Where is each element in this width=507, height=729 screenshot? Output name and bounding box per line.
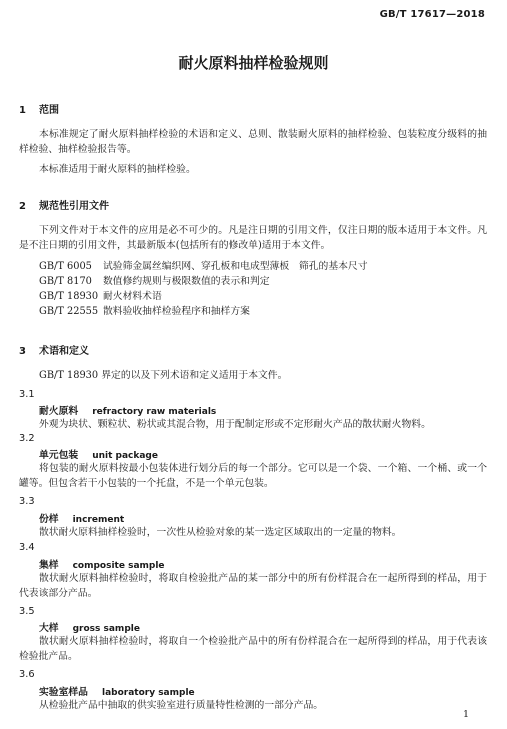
term-zh: 集样 [39,560,59,571]
term-number: 3.2 [19,433,35,444]
term-en: unit package [92,451,158,461]
term-heading [39,447,158,461]
term-zh: 份样 [39,514,59,525]
section-number: 2 [19,201,26,212]
term-heading [39,557,165,571]
term-zh: 大样 [39,623,59,634]
term-zh: 实验室样品 [39,687,88,698]
reference-item [39,259,368,274]
section-3-heading [19,342,89,357]
scope-paragraph-2: 本标准适用于耐火原料的抽样检验。 [39,164,196,175]
reference-title: 数值修约规则与极限数值的表示和判定 [103,276,270,287]
reference-code: GB/T 22555 [39,306,99,317]
term-number: 3.4 [19,542,35,553]
reference-item [39,304,250,319]
reference-code: GB/T 18930 [39,291,99,302]
term-en: increment [72,515,125,525]
term-definition: 将包装的耐火原料按最小包装体进行划分后的每一个部分。它可以是一个袋、一个箱、一个桶、或一个罐等。但包含若干小包装的一个托盘，不是一个单元包装。 [19,463,487,489]
term-heading [39,684,195,698]
reference-item [39,274,270,289]
standard-code: GB/T 17617—2018 [379,9,485,20]
term-en: gross sample [72,624,140,634]
reference-code: GB/T 6005 [39,261,92,272]
reference-item [39,289,162,304]
section-title: 术语和定义 [39,346,89,357]
term-number: 3.1 [19,389,35,400]
term-en: composite sample [72,561,165,571]
term-heading [39,620,140,634]
section-1-heading [19,101,59,116]
reference-title: 散料验收抽样检验程序和抽样方案 [103,306,250,317]
reference-title: 试验筛金属丝编织网、穿孔板和电成型薄板 筛孔的基本尺寸 [103,261,368,272]
term-heading [39,403,216,417]
term-number: 3.6 [19,669,35,680]
term-definition: 散状耐火原料抽样检验时，将取自一个检验批产品中的所有份样混合在一起所得到的样品，用于代表该检验批产品。 [19,636,487,662]
section-2-heading [19,197,109,212]
term-zh: 单元包装 [39,450,79,461]
term-definition: 外观为块状、颗粒状、粉状或其混合物，用于配制定形或不定形耐火产品的散状耐火物料。 [39,419,431,430]
section-title: 范围 [39,105,59,116]
scope-paragraph-1: 本标准规定了耐火原料抽样检验的术语和定义、总则、散装耐火原料的抽样检验、包装粒度分级料的抽样检验、抽样检验报告等。 [19,129,487,155]
term-en: refractory raw materials [92,407,217,417]
term-definition: 散状耐火原料抽样检验时，将取自检验批产品的某一部分中的所有份样混合在一起所得到的样品，用于代表该部分产品。 [19,573,487,599]
page-number: 1 [462,709,469,720]
terms-intro: GB/T 18930 界定的以及下列术语和定义适用于本文件。 [39,370,288,381]
term-number: 3.5 [19,606,35,617]
reference-title: 耐火材料术语 [103,291,162,302]
term-number: 3.3 [19,496,35,507]
term-zh: 耐火原料 [39,406,79,417]
normative-intro: 下列文件对于本文件的应用是必不可少的。凡是注日期的引用文件，仅注日期的版本适用于本文件。凡是不注日期的引用文件，其最新版本(包括所有的修改单)适用于本文件。 [19,225,487,251]
section-number: 3 [19,346,26,357]
term-en: laboratory sample [101,688,195,698]
section-number: 1 [19,105,26,116]
term-heading [39,511,124,525]
document-title: 耐火原料抽样检验规则 [178,54,329,72]
term-definition: 散状耐火原料抽样检验时，一次性从检验对象的某一选定区域取出的一定量的物料。 [39,527,402,538]
term-definition: 从检验批产品中抽取的供实验室进行质量特性检测的一部分产品。 [39,700,324,711]
section-title: 规范性引用文件 [39,201,109,212]
reference-code: GB/T 8170 [39,276,92,287]
